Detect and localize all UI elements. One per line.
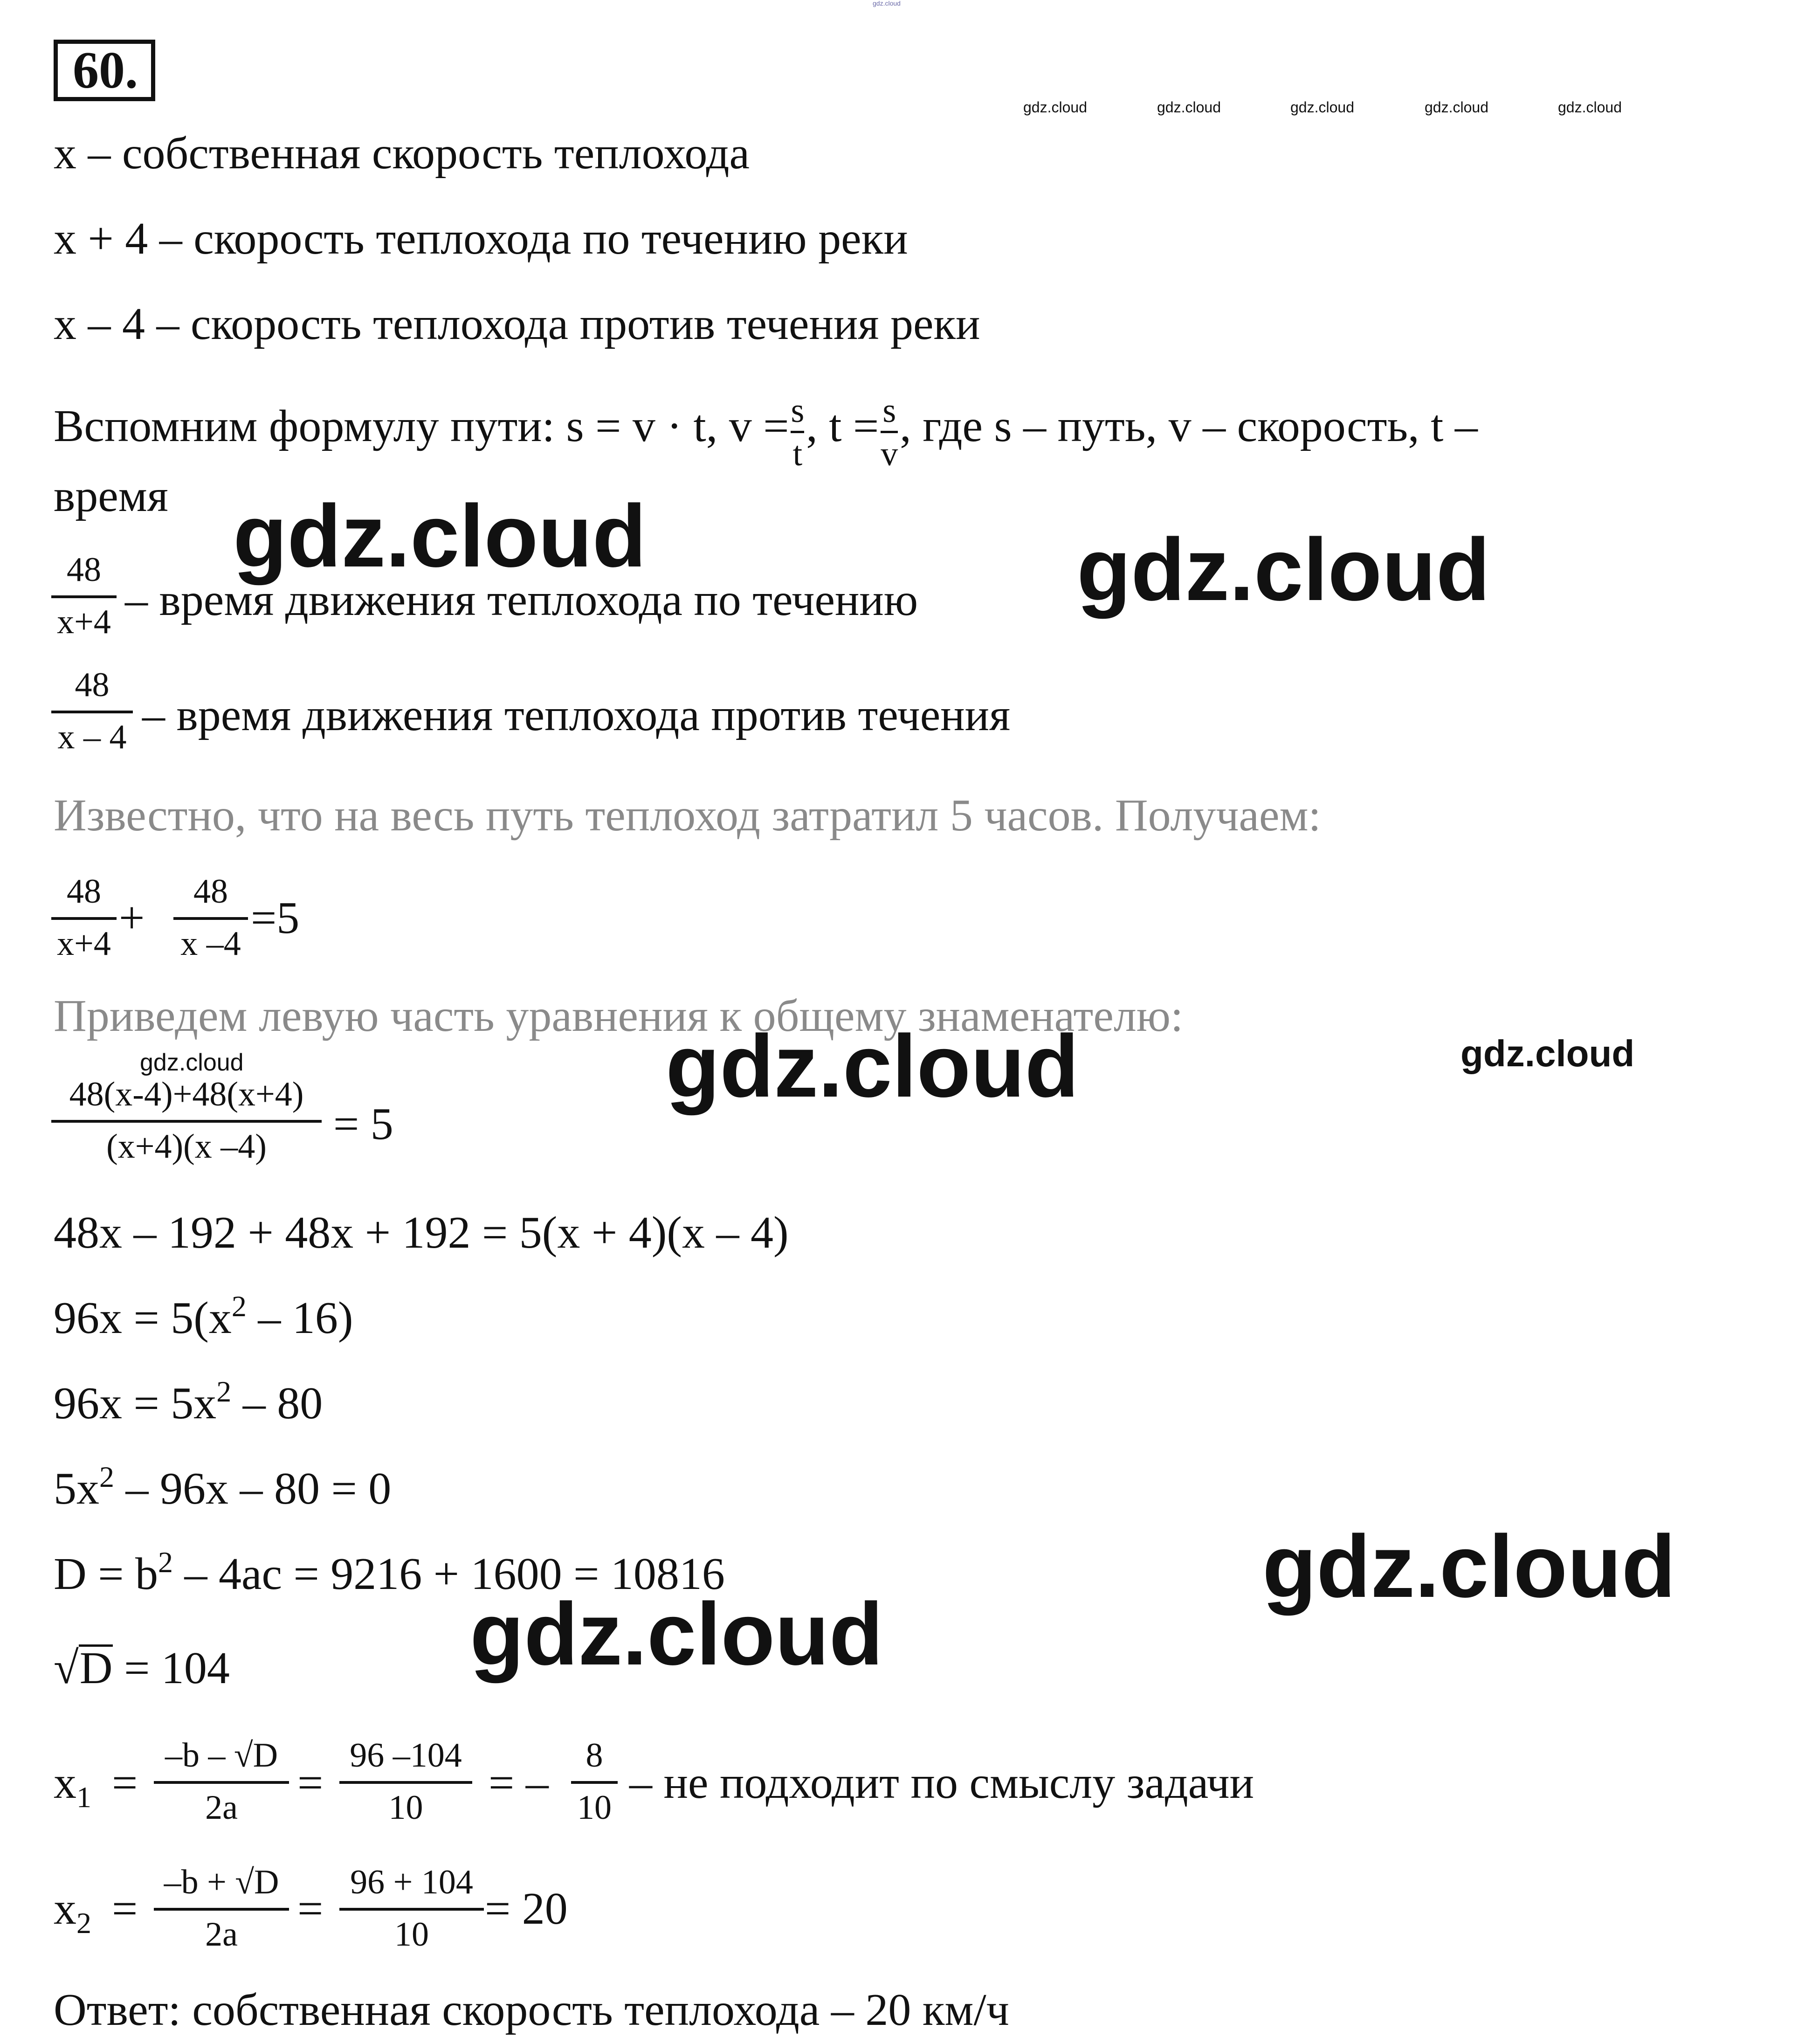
equation-line-12: 48х – 192 + 48х + 192 = 5(х + 4)(х – 4) xyxy=(54,1208,789,1258)
text-line-6: – время движения теплохода по течению xyxy=(125,575,918,625)
equation-part: 96х = 5(х xyxy=(54,1293,232,1343)
watermark-large: gdz.cloud xyxy=(1077,520,1490,619)
x2-result: = 20 xyxy=(485,1884,568,1934)
subscript: 1 xyxy=(76,1781,91,1814)
fraction-denominator: 2a xyxy=(205,1788,238,1827)
equation-part: – 4ac = 9216 + 1600 = 10816 xyxy=(173,1549,725,1599)
watermark-small: gdz.cloud xyxy=(1425,99,1488,116)
equation-part: = 104 xyxy=(112,1643,230,1693)
watermark-large: gdz.cloud xyxy=(666,1017,1079,1116)
fraction-denominator: х+4 xyxy=(57,603,111,641)
fraction-48-over-x-minus-4 xyxy=(173,874,248,961)
subscript: 2 xyxy=(76,1906,91,1940)
formula-text-c: , где s – путь, v – скорость, t – xyxy=(900,401,1478,451)
formula-text-b: , t = xyxy=(806,401,879,451)
equation-line-14 xyxy=(54,1375,323,1429)
fraction-numerator: s xyxy=(791,392,805,430)
answer-line: Ответ: собственная скорость теплохода – 20 км/ч xyxy=(54,1985,1009,2035)
equals-sign: = xyxy=(112,1884,138,1934)
text-line-5: время xyxy=(54,471,168,521)
equals-minus: = – xyxy=(489,1758,549,1808)
equation-part: – 96х – 80 = 0 xyxy=(114,1464,392,1514)
watermark-large: gdz.cloud xyxy=(233,487,647,586)
watermark-small: gdz.cloud xyxy=(1023,99,1087,116)
fraction-x2-formula xyxy=(154,1865,289,1952)
text-line-7: – время движения теплохода против течения xyxy=(142,690,1011,740)
fraction-denominator: 10 xyxy=(388,1788,423,1827)
equation-part: 5х xyxy=(54,1464,99,1514)
fraction-x1-result xyxy=(571,1738,618,1825)
fraction-denominator: 2a xyxy=(205,1915,238,1954)
equation-line-17 xyxy=(54,1644,230,1691)
fraction-numerator: 48 xyxy=(67,872,101,911)
watermark-small: gdz.cloud xyxy=(1558,99,1622,116)
fraction-s-over-v xyxy=(881,394,898,471)
fraction-numerator: 48(х-4)+48(х+4) xyxy=(69,1075,304,1113)
equals-sign: = xyxy=(297,1884,324,1934)
fraction-numerator: –b – √D xyxy=(165,1736,278,1775)
fraction-numerator: –b + √D xyxy=(164,1863,279,1901)
x1-label xyxy=(54,1758,91,1814)
formula-text-a: Вспомним формулу пути: s = v · t, v = xyxy=(54,401,789,451)
x1-comment: – не подходит по смыслу задачи xyxy=(629,1758,1254,1808)
superscript: 2 xyxy=(216,1375,232,1408)
plus-sign: + xyxy=(119,893,145,943)
equals-five: = 5 xyxy=(333,1099,393,1149)
fraction-denominator: х+4 xyxy=(57,925,111,963)
problem-number: 60. xyxy=(54,40,155,101)
watermark-tiny: gdz.cloud xyxy=(873,0,901,7)
equals-five: =5 xyxy=(251,893,300,943)
superscript: 2 xyxy=(231,1290,247,1323)
equation-part: D = b xyxy=(54,1549,158,1599)
fraction-x1-formula xyxy=(154,1738,289,1825)
text-line-10: Приведем левую часть уравнения к общему знаменателю: xyxy=(54,991,1184,1041)
watermark-small: gdz.cloud xyxy=(1290,99,1354,116)
fraction-numerator: 48 xyxy=(75,666,110,704)
superscript: 2 xyxy=(99,1460,114,1493)
fraction-48-over-x-plus-4 xyxy=(51,874,117,961)
watermark-large: gdz.cloud xyxy=(1262,1517,1676,1616)
fraction-denominator: 10 xyxy=(394,1915,429,1954)
fraction-numerator: 96 + 104 xyxy=(350,1863,473,1901)
fraction-denominator: 10 xyxy=(577,1788,612,1827)
formula-line xyxy=(54,392,1478,473)
text-line-3: х – 4 – скорость теплохода против течения реки xyxy=(54,299,980,349)
fraction-denominator: х –4 xyxy=(180,925,241,963)
text-line-8: Известно, что на весь путь теплоход затратил 5 часов. Получаем: xyxy=(54,790,1321,841)
equals-sign: = xyxy=(297,1758,324,1808)
watermark-medium: gdz.cloud xyxy=(1460,1033,1635,1074)
watermark-small: gdz.cloud xyxy=(140,1049,244,1076)
fraction-denominator: t xyxy=(792,435,803,473)
fraction-denominator: х – 4 xyxy=(57,718,127,756)
text-line-2: х + 4 – скорость теплохода по течению реки xyxy=(54,214,908,264)
fraction-numerator: 48 xyxy=(193,872,228,911)
equation-line-15 xyxy=(54,1460,392,1514)
watermark-small: gdz.cloud xyxy=(1157,99,1221,116)
equation-part: – 80 xyxy=(231,1378,323,1429)
fraction-numerator: 48 xyxy=(67,551,101,589)
radicand: D xyxy=(79,1643,113,1693)
equals-sign: = xyxy=(112,1758,138,1808)
fraction-48-over-x-plus-4 xyxy=(51,552,117,639)
text-line-1: х – собственная скорость теплохода xyxy=(54,128,750,179)
equation-line-13 xyxy=(54,1290,353,1343)
watermark-large: gdz.cloud xyxy=(470,1585,883,1684)
fraction-numerator: 96 –104 xyxy=(350,1736,462,1775)
equation-part: – 16) xyxy=(246,1293,353,1343)
x2-label xyxy=(54,1884,91,1940)
fraction-numerator: 8 xyxy=(586,1736,603,1775)
fraction-denominator: (х+4)(х –4) xyxy=(106,1127,267,1166)
fraction-numerator: s xyxy=(882,392,896,430)
fraction-denominator: v xyxy=(881,435,898,473)
fraction-x2-values xyxy=(339,1865,484,1952)
x1-variable: x xyxy=(54,1758,76,1808)
sqrt-icon: √ xyxy=(54,1643,79,1693)
fraction-x1-values xyxy=(339,1738,472,1825)
fraction-48-over-x-minus-4 xyxy=(51,668,133,754)
equation-part: 96х = 5х xyxy=(54,1378,217,1429)
superscript: 2 xyxy=(158,1546,173,1579)
x2-variable: x xyxy=(54,1884,76,1934)
fraction-common-denominator xyxy=(51,1077,322,1164)
fraction-s-over-t xyxy=(791,394,804,471)
